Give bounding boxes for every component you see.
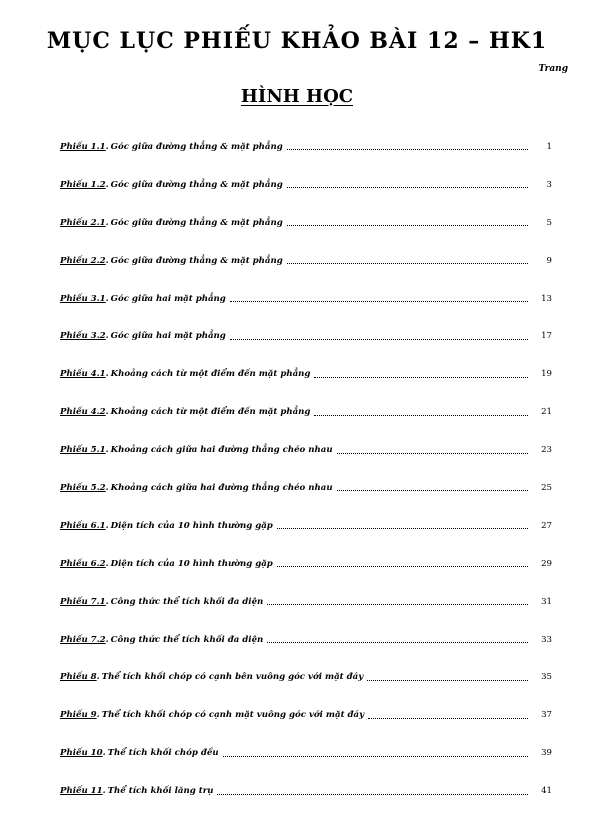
toc-entry-prefix: Phiếu 5.2 — [60, 482, 106, 493]
toc-entry-label — [60, 180, 283, 190]
toc-entry-separator: . — [105, 179, 109, 190]
toc-entry-prefix: Phiếu 8 — [60, 672, 97, 683]
toc-entry-separator: . — [105, 445, 109, 456]
toc-entry-separator: . — [105, 407, 109, 418]
toc-entry-prefix: Phiếu 7.2 — [60, 634, 106, 645]
toc-entry-page: 39 — [541, 748, 552, 759]
toc-entry-label — [60, 635, 263, 645]
toc-dot-leader — [267, 604, 528, 605]
toc-entry-prefix: Phiếu 3.2 — [60, 331, 106, 342]
toc-entry-page: 35 — [541, 672, 552, 683]
document-title: MỤC LỤC PHIẾU KHẢO BÀI 12 – HK1 — [46, 28, 548, 54]
toc-entry-prefix: Phiếu 9 — [60, 710, 97, 721]
toc-entry[interactable] — [60, 393, 552, 431]
toc-entry-prefix: Phiếu 6.1 — [60, 520, 106, 531]
toc-entry-title: Góc giữa đường thẳng & mặt phẳng — [110, 141, 283, 152]
toc-entry-separator: . — [105, 520, 109, 531]
toc-entry-prefix: Phiếu 3.1 — [60, 293, 106, 304]
toc-entry-page: 31 — [541, 596, 552, 607]
toc-entry-separator: . — [105, 141, 109, 152]
toc-dot-leader — [267, 642, 528, 643]
toc-entry-prefix: Phiếu 7.1 — [60, 596, 106, 607]
toc-entry[interactable] — [60, 355, 552, 393]
toc-entry-page: 3 — [546, 179, 552, 190]
toc-entry[interactable] — [60, 734, 552, 772]
toc-entry-title: Công thức thể tích khối đa diện — [110, 634, 264, 645]
toc-dot-leader — [314, 415, 528, 416]
toc-dot-leader — [368, 718, 528, 719]
toc-entry-title: Thể tích khối chóp có cạnh bên vuông góc với mặt đáy — [101, 672, 364, 683]
toc-dot-leader — [287, 149, 528, 150]
toc-entry-separator: . — [102, 786, 106, 797]
toc-entry-label — [60, 597, 263, 607]
toc-entry-label — [60, 294, 226, 304]
toc-entry-page: 33 — [541, 634, 552, 645]
toc-entry[interactable] — [60, 431, 552, 469]
toc-dot-leader — [287, 225, 528, 226]
toc-entry-separator: . — [105, 482, 109, 493]
toc-entry-prefix: Phiếu 5.1 — [60, 445, 106, 456]
toc-entry[interactable] — [60, 583, 552, 621]
toc-entry-label — [60, 369, 310, 379]
toc-dot-leader — [337, 490, 528, 491]
toc-entry-label — [60, 331, 226, 341]
toc-entry[interactable] — [60, 128, 552, 166]
toc-entry-separator: . — [105, 634, 109, 645]
toc-entry-label — [60, 483, 333, 493]
toc-entry-page: 13 — [541, 293, 552, 304]
toc-entry-prefix: Phiếu 11 — [60, 786, 103, 797]
table-of-contents — [60, 128, 552, 810]
toc-entry-label — [60, 445, 333, 455]
toc-entry-label — [60, 256, 283, 266]
toc-dot-leader — [367, 680, 528, 681]
toc-entry-page: 19 — [541, 369, 552, 380]
toc-entry-separator: . — [105, 217, 109, 228]
toc-entry-title: Góc giữa đường thẳng & mặt phẳng — [110, 217, 283, 228]
section-heading-text: HÌNH HỌC — [240, 86, 354, 107]
toc-entry-label — [60, 786, 213, 796]
toc-entry-page: 9 — [546, 255, 552, 266]
toc-entry-title: Góc giữa hai mặt phẳng — [110, 331, 226, 342]
toc-entry-prefix: Phiếu 4.1 — [60, 369, 106, 380]
toc-entry-separator: . — [105, 596, 109, 607]
toc-entry-label — [60, 748, 219, 758]
toc-entry-separator: . — [102, 748, 106, 759]
toc-dot-leader — [230, 301, 528, 302]
toc-entry-prefix: Phiếu 10 — [60, 748, 103, 759]
toc-entry-prefix: Phiếu 1.1 — [60, 141, 106, 152]
toc-entry-separator: . — [105, 293, 109, 304]
toc-entry-title: Thể tích khối chóp có cạnh mặt vuông góc với mặt đáy — [101, 710, 365, 721]
section-heading — [0, 86, 594, 107]
toc-entry-title: Khoảng cách giữa hai đường thẳng chéo nhau — [110, 445, 333, 456]
toc-dot-leader — [277, 566, 528, 567]
toc-entry-title: Khoảng cách từ một điểm đến mặt phẳng — [110, 369, 311, 380]
toc-entry[interactable] — [60, 772, 552, 810]
toc-entry-prefix: Phiếu 1.2 — [60, 179, 106, 190]
toc-entry-page: 37 — [541, 710, 552, 721]
toc-entry-title: Góc giữa hai mặt phẳng — [110, 293, 226, 304]
page-column-label: Trang — [538, 64, 568, 74]
toc-entry-page: 5 — [546, 217, 552, 228]
toc-entry-prefix: Phiếu 6.2 — [60, 558, 106, 569]
toc-entry-title: Công thức thể tích khối đa diện — [110, 596, 264, 607]
toc-entry[interactable] — [60, 317, 552, 355]
toc-entry[interactable] — [60, 280, 552, 318]
toc-dot-leader — [337, 453, 528, 454]
toc-entry[interactable] — [60, 469, 552, 507]
toc-entry-page: 1 — [546, 141, 552, 152]
toc-entry-title: Khoảng cách từ một điểm đến mặt phẳng — [110, 407, 311, 418]
toc-entry-page: 17 — [541, 331, 552, 342]
toc-entry[interactable] — [60, 621, 552, 659]
toc-entry-label — [60, 142, 283, 152]
toc-entry-prefix: Phiếu 2.1 — [60, 217, 106, 228]
toc-entry-page: 41 — [541, 786, 552, 797]
toc-entry-separator: . — [105, 331, 109, 342]
toc-entry-prefix: Phiếu 2.2 — [60, 255, 106, 266]
toc-entry-page: 25 — [541, 482, 552, 493]
toc-entry-title: Thể tích khối chóp đều — [107, 748, 219, 759]
toc-dot-leader — [277, 528, 528, 529]
toc-entry-separator: . — [96, 710, 100, 721]
toc-entry-page: 29 — [541, 558, 552, 569]
toc-entry-label — [60, 407, 310, 417]
toc-entry[interactable] — [60, 658, 552, 696]
toc-entry-separator: . — [105, 369, 109, 380]
toc-entry-page: 27 — [541, 520, 552, 531]
toc-entry-separator: . — [96, 672, 100, 683]
toc-entry-title: Thể tích khối lăng trụ — [107, 786, 214, 797]
toc-entry-label — [60, 218, 283, 228]
toc-entry[interactable] — [60, 507, 552, 545]
toc-entry-title: Diện tích của 10 hình thường gặp — [110, 558, 273, 569]
toc-entry[interactable] — [60, 545, 552, 583]
toc-entry-title: Góc giữa đường thẳng & mặt phẳng — [110, 179, 283, 190]
toc-dot-leader — [314, 377, 528, 378]
toc-entry[interactable] — [60, 242, 552, 280]
toc-entry-title: Khoảng cách giữa hai đường thẳng chéo nhau — [110, 482, 333, 493]
toc-entry-separator: . — [105, 255, 109, 266]
toc-entry-label — [60, 672, 363, 682]
toc-dot-leader — [217, 794, 528, 795]
toc-entry[interactable] — [60, 696, 552, 734]
toc-entry-prefix: Phiếu 4.2 — [60, 407, 106, 418]
toc-dot-leader — [223, 756, 528, 757]
toc-entry-label — [60, 710, 364, 720]
toc-entry-page: 23 — [541, 445, 552, 456]
toc-entry-title: Diện tích của 10 hình thường gặp — [110, 520, 273, 531]
toc-dot-leader — [287, 263, 528, 264]
toc-dot-leader — [287, 187, 528, 188]
toc-entry[interactable] — [60, 204, 552, 242]
toc-entry-label — [60, 559, 273, 569]
toc-entry[interactable] — [60, 166, 552, 204]
toc-entry-separator: . — [105, 558, 109, 569]
toc-entry-page: 21 — [541, 407, 552, 418]
toc-entry-label — [60, 521, 273, 531]
toc-entry-title: Góc giữa đường thẳng & mặt phẳng — [110, 255, 283, 266]
toc-dot-leader — [230, 339, 528, 340]
